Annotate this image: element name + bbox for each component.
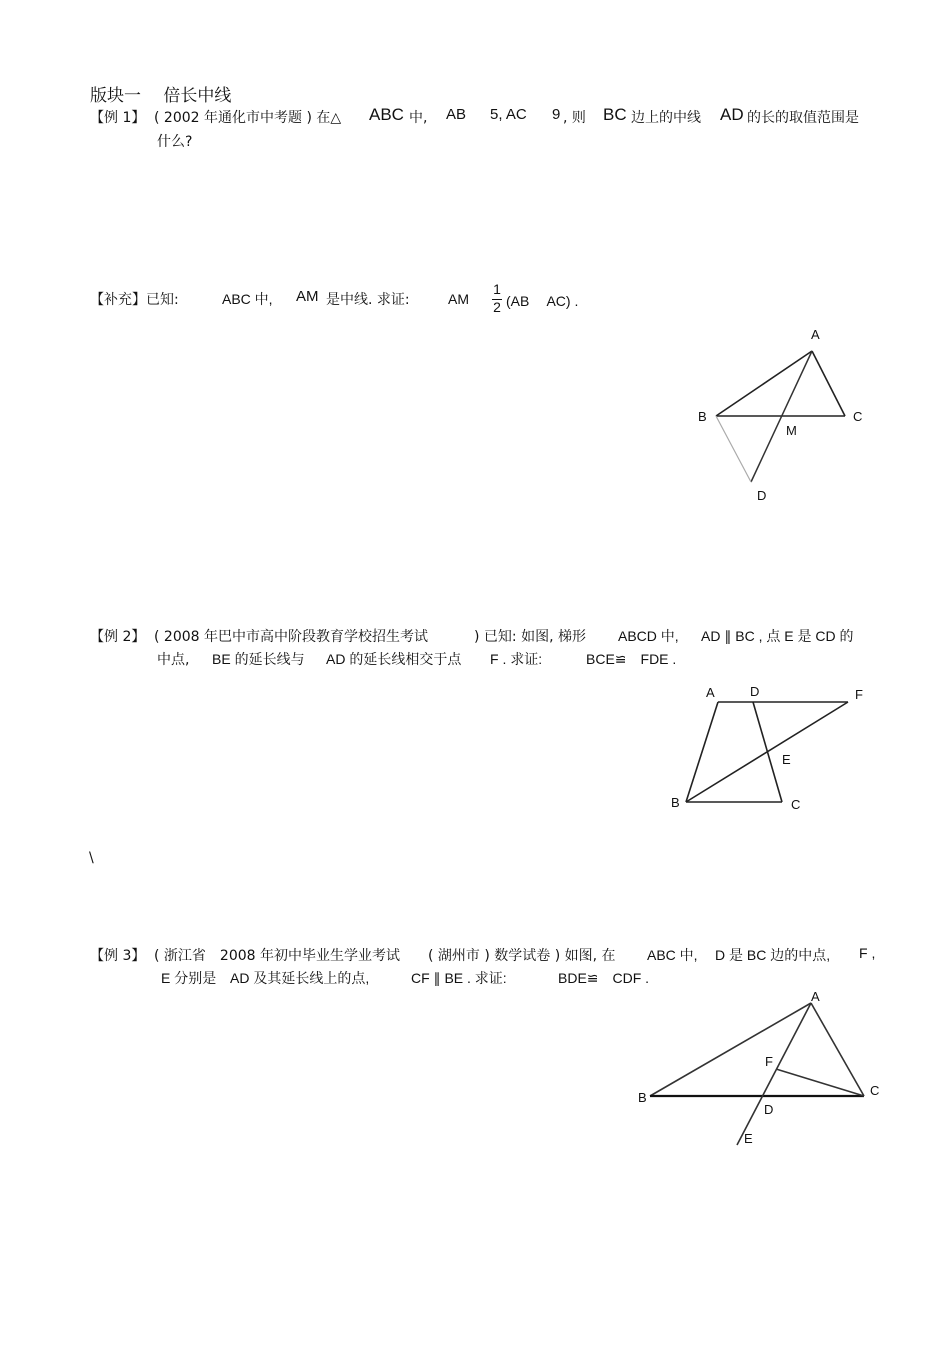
ex3-tag: 【例 3】 xyxy=(90,948,146,964)
fig2-label-d: D xyxy=(750,684,760,699)
fig3-label-f: F xyxy=(765,1054,773,1069)
ex3-abc: ABC 中, xyxy=(647,947,698,963)
ex3-f: F , xyxy=(859,945,876,961)
ex3-line2a: E 分别是 xyxy=(161,970,217,986)
ex1-ab: AB xyxy=(446,106,467,123)
segment-ab xyxy=(686,702,718,802)
ex1-line2: 什么? xyxy=(157,134,193,150)
fig1-label-b: B xyxy=(698,409,707,424)
fig3-label-b: B xyxy=(638,1090,647,1105)
supp-triangle: ABC 中, xyxy=(222,291,273,307)
segment-bf xyxy=(686,702,848,802)
ex2-abcd: ABCD 中, xyxy=(618,628,679,644)
fig2-label-f: F xyxy=(855,687,863,702)
fig2-label-e: E xyxy=(782,752,791,767)
fig3-label-e: E xyxy=(744,1131,753,1146)
ex3-d: D 是 BC 边的中点, xyxy=(715,947,831,963)
ex2-parallel: AD ∥ BC , 点 E 是 CD 的 xyxy=(701,628,854,644)
ex1-nine: 9 xyxy=(552,106,561,123)
figure-3-triangle xyxy=(630,985,890,1155)
segment-bd xyxy=(716,416,751,482)
figure-2-trapezoid xyxy=(665,680,875,820)
supp-expr: (AB AC) . xyxy=(506,293,579,309)
ex2-f: F . 求证: xyxy=(490,651,543,667)
figure-1-triangle-median xyxy=(690,320,880,510)
ex3-line1b: ( 湖州市 ) 数学试卷 ) 如图, 在 xyxy=(428,948,616,964)
supp-tag: 【补充】已知: xyxy=(90,292,179,308)
ex1-then: , 则 xyxy=(563,110,586,126)
fig3-label-d: D xyxy=(764,1102,774,1117)
ex3-line1a: ( 浙江省 2008 年初中毕业生学业考试 xyxy=(154,948,400,964)
supp-text1: 是中线. 求证: xyxy=(326,292,410,308)
ex2-line1b: ) 已知: 如图, 梯形 xyxy=(474,629,586,645)
ex1-tag: 【例 1】 xyxy=(90,110,146,126)
ex1-ad: AD xyxy=(720,105,744,124)
ex3-ad: AD 及其延长线上的点, xyxy=(230,970,370,986)
fig1-label-c: C xyxy=(853,409,863,424)
supp-fraction xyxy=(489,281,505,318)
ex1-text2: 边上的中线 xyxy=(631,110,701,126)
ex3-cf: CF ∥ BE . 求证: xyxy=(411,970,507,986)
ex2-line2a: 中点, xyxy=(157,652,190,668)
ex1-bc: BC xyxy=(603,105,627,124)
fig1-label-a: A xyxy=(811,327,820,342)
ex3-proof: BDE≌ CDF . xyxy=(558,970,650,986)
ex2-line1a: ( 2008 年巴中市高中阶段教育学校招生考试 xyxy=(154,629,428,645)
fig2-label-c: C xyxy=(791,797,801,812)
section-title: 版块一 倍长中线 xyxy=(90,86,232,106)
ex2-tag: 【例 2】 xyxy=(90,629,146,645)
ex1-text3: 的长的取值范围是 xyxy=(747,110,859,126)
fig2-label-a: A xyxy=(706,685,715,700)
segment-ac xyxy=(812,351,845,416)
ex2-ad: AD 的延长线相交于点 xyxy=(326,651,462,667)
supp-am: AM xyxy=(296,288,319,305)
fig1-label-m: M xyxy=(786,423,797,438)
supp-fraction-den: 2 xyxy=(493,299,501,315)
supp-am2: AM xyxy=(448,291,469,307)
ex2-proof: BCE≌ FDE . xyxy=(586,651,677,667)
ex2-be: BE 的延长线与 xyxy=(212,651,305,667)
fig3-label-a: A xyxy=(811,989,820,1004)
ex1-triangle: ABC xyxy=(369,105,404,124)
supp-fraction-num: 1 xyxy=(493,281,501,297)
fig2-label-b: B xyxy=(671,795,680,810)
ex1-source: ( 2002 年通化市中考题 ) 在△ xyxy=(154,110,342,126)
fig1-label-d: D xyxy=(757,488,767,503)
stray-backslash: \ xyxy=(89,850,94,866)
ex1-mid: 中, xyxy=(409,110,428,126)
ex1-val: 5, AC xyxy=(490,106,527,123)
fig3-label-c: C xyxy=(870,1083,880,1098)
